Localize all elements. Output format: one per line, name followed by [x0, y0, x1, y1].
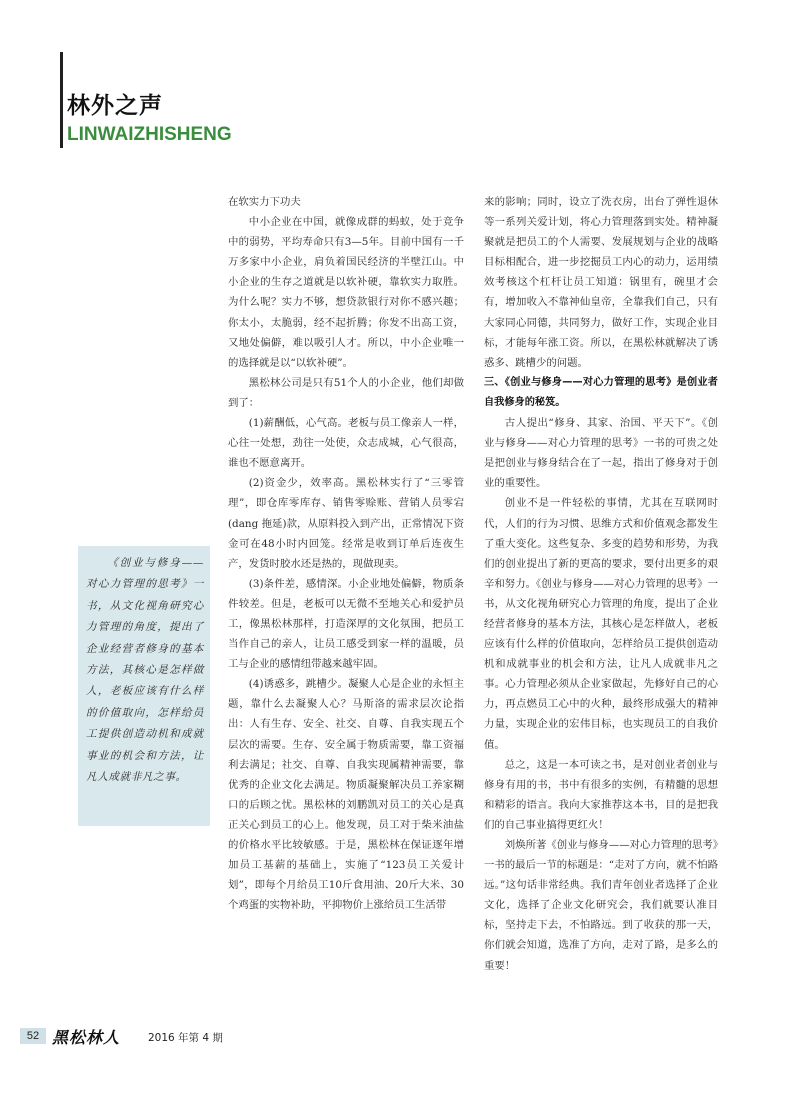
header-accent-bar [60, 52, 63, 148]
article-paragraph: 黑松林公司是只有51个人的小企业，他们却做到了： [228, 376, 464, 409]
column-title: 林外之声 [67, 93, 163, 119]
article-paragraph: 创业不是一件轻松的事情，尤其在互联网时代，人们的行为习惯、思维方式和价值观念都发生了重大变化。这些复杂、多变的趋势和形势，为我们的创业提出了新的更高的要求，要付出更多的艰辛和努力。《创业与修身——对心力管理的思考》一书，从文化视角研究心力管理的角度，提出了企业经营者修身的基本方法，其核心是怎样做人，老板应该有什么样的价值取向，怎样给员工提供创造动机和成就事业的机会和方法，让凡人成就非凡之事。心力管理必须从企业家做起，先修好自己的心力，再点燃员工心中的火种，最终形成强大的精神力量，实现企业的宏伟目标，也实现员工的自我价值。 [484, 497, 718, 751]
article-paragraph: 总之，这是一本可读之书，是对创业者创业与修身有用的书，书中有很多的实例，有精髓的思想和精彩的语言。我向大家推荐这本书，目的是把我们的自己事业搞得更红火！ [484, 758, 718, 831]
column-title-pinyin: LINWAIZHISHENG [67, 124, 232, 145]
article-paragraph: 中小企业在中国，就像成群的蚂蚁，处于竞争中的弱势，平均寿命只有3—5年。目前中国有一千万多家中小企业，肩负着国民经济的半壁江山。中小企业的生存之道就是以软补硬，靠软实力取胜。为什么呢？实力不够，想贷款银行对你不感兴趣；你太小，太脆弱，经不起折腾；你发不出高工资，又地处偏僻，难以吸引人才。所以，中小企业唯一的选择就是以“以软补硬”。 [228, 216, 464, 369]
article-paragraph: 刘焕所著《创业与修身——对心力管理的思考》一书的最后一节的标题是：“走对了方向，就不怕路远。”这句话非常经典。我们青年创业者选择了企业文化，选择了企业文化研究会，我们就要认准目标，坚持走下去，不怕路远。到了收获的那一天，你们就会知道，选准了方向，走对了路，是多么的重要！ [484, 839, 718, 972]
page-footer [20, 1028, 250, 1046]
issue-label: 2016 年第 4 期 [148, 1032, 223, 1044]
section-heading: 三、《创业与修身——对心力管理的思考》是创业者自我修身的秘笈。 [484, 376, 718, 408]
article-paragraph: 古人提出“修身、其家、治国、平天下”。《创业与修身——对心力管理的思考》一书的可贵之处是把创业与修身结合在了一起，指出了修身对于创业的重要性。 [484, 417, 718, 490]
pull-quote-text: 《创业与修身——对心力管理的思考》一书，从文化视角研究心力管理的角度，提出了企业经营者修身的基本方法，其核心是怎样做人，老板应该有什么样的价值取向，怎样给员工提供创造动机和成就事业的机会和方法，让凡人成就非凡之事。 [86, 557, 204, 784]
article-paragraph: (2)资金少，效率高。黑松林实行了“三零管理”，即仓库零库存、销售零赊账、营销人员零宕(dang 拖延)款，从原料投入到产出，正常情况下资金可在48小时内回笼。经常是收到订单后连夜生产，发货时胶水还是热的，现做现卖。 [228, 477, 464, 570]
article-paragraph: (1)薪酬低，心气高。老板与员工像亲人一样，心往一处想，劲往一处使，众志成城，心气很高，谁也不愿意离开。 [228, 417, 464, 470]
pull-quote-box [78, 546, 210, 826]
magazine-logo: 黑松林人 [52, 1028, 121, 1047]
article-paragraph: (4)诱惑多，跳槽少。凝聚人心是企业的永恒主题，靠什么去凝聚人心？马斯洛的需求层次论指出：人有生存、安全、社交、自尊、自我实现五个层次的需要。生存、安全属于物质需要，靠工资福利去满足；社交、自尊、自我实现属精神需要，靠优秀的企业文化去满足。物质凝聚解决员工养家糊口的后顾之忧。黑松林的刘鹏凯对员工的关心是真正关心到员工的心上。他发现，员工对于柴米油盐的价格水平比较敏感。于是，黑松林在保证逐年增加员工基薪的基础上，实施了“123员工关爱计划”，即每个月给员工10斤食用油、20斤大米、30个鸡蛋的实物补助，平抑物价上涨给员工生活带 [228, 678, 464, 912]
article-column-right [484, 192, 718, 976]
page-number: 52 [20, 1028, 46, 1044]
article-column-left [228, 192, 464, 915]
article-paragraph: (3)条件差，感情深。小企业地处偏僻，物质条件较差。但是，老板可以无微不至地关心和爱护员工，像黑松林那样，打造深厚的文化氛围，把员工当作自己的亲人，让员工感受到家一样的温暖，员工与企业的感情纽带越来越牢固。 [228, 577, 464, 671]
article-paragraph: 在软实力下功夫 [228, 196, 301, 208]
article-paragraph: 来的影响；同时，设立了洗衣房，出台了弹性退休等一系列关爱计划，将心力管理落到实处。精神凝聚就是把员工的个人需要、发展规划与企业的战略目标相配合，进一步挖掘员工内心的动力，运用绩效考核这个杠杆让员工知道：锅里有，碗里才会有，增加收入不靠神仙皇帝，全靠我们自己，只有大家同心同德，共同努力，做好工作，实现企业目标，才能每年涨工资。所以，在黑松林就解决了诱惑多、跳槽少的问题。 [484, 196, 718, 369]
